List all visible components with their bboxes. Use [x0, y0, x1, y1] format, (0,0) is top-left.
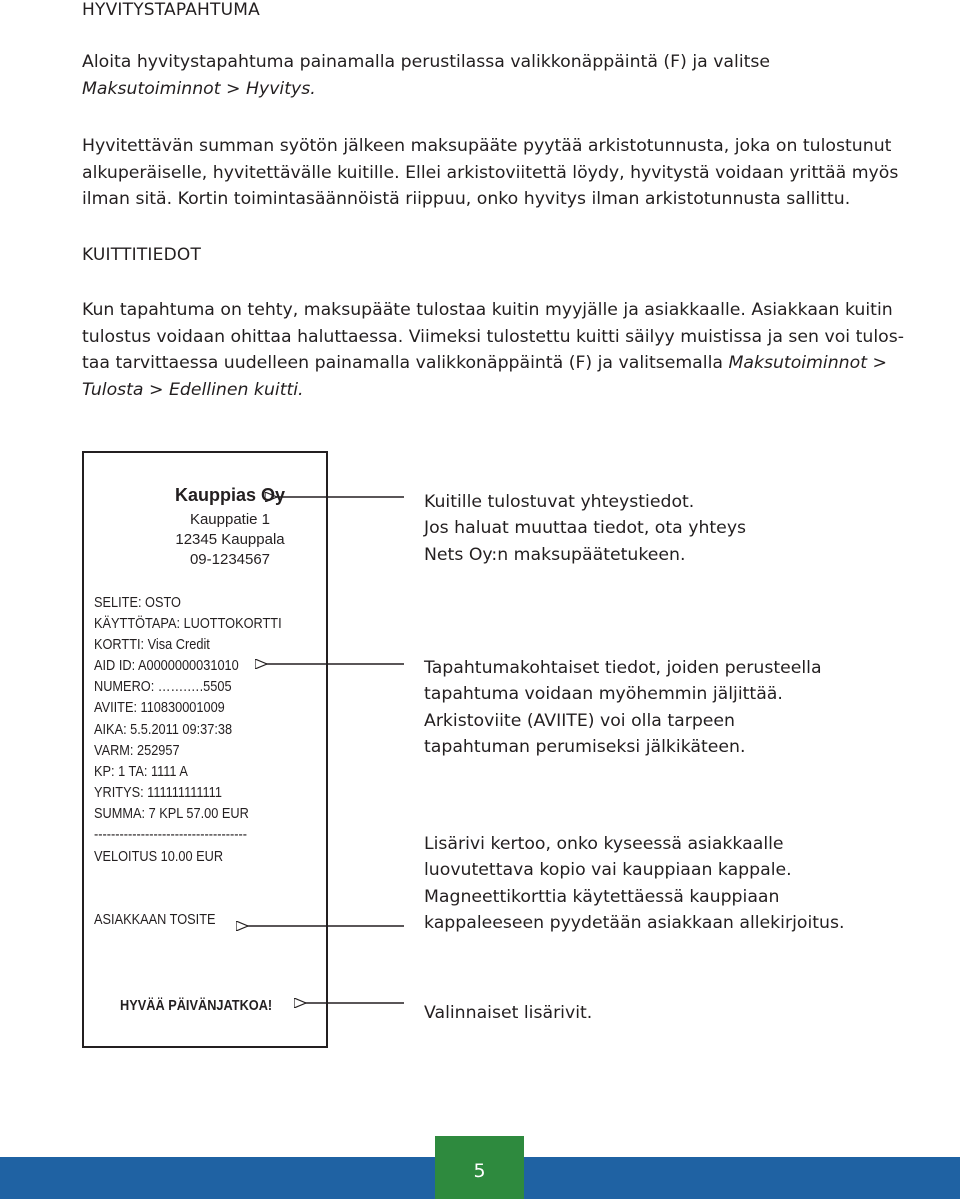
note-line: Tapahtumakohtaiset tiedot, joiden perusteella — [424, 658, 822, 678]
note-transaction-info — [424, 655, 822, 760]
receipt-line-kortti: KORTTI: Visa Credit — [94, 637, 210, 653]
note-line: Kuitille tulostuvat yhteystiedot. — [424, 492, 695, 512]
receipt-line-summa: SUMMA: 7 KPL 57.00 EUR — [94, 806, 249, 822]
receipt-line-kp: KP: 1 TA: 1111 A — [94, 764, 188, 780]
receipt-line-kayttotapa: KÄYTTÖTAPA: LUOTTOKORTTI — [94, 616, 282, 632]
note-line: luovutettava kopio vai kauppiaan kappale. — [424, 860, 792, 881]
paragraph-line: ilman sitä. Kortin toimintasäännöistä riippuu, onko hyvitys ilman arkistotunnusta sallittu. — [82, 189, 851, 209]
receipt-line-aviite: AVIITE: 110830001009 — [94, 700, 225, 716]
paragraph-line: alkuperäiselle, hyvitettävälle kuitille. Ellei arkistoviitettä löydy, hyvitystä voidaan yrittää myös — [82, 162, 899, 183]
receipt-line-veloitus: VELOITUS 10.00 EUR — [94, 849, 224, 865]
receipt-address: Kauppatie 1 — [189, 511, 271, 528]
receipt-footer: HYVÄÄ PÄIVÄNJATKOA! — [120, 998, 273, 1014]
receipt-line-numero: NUMERO: …….….5505 — [94, 679, 232, 695]
receipt-merchant-name: Kauppias Oy — [174, 485, 286, 505]
receipt-line-aika: AIKA: 5.5.2011 09:37:38 — [94, 722, 233, 738]
note-line: Jos haluat muuttaa tiedot, ota yhteys — [424, 518, 747, 539]
paragraph-line: tulostus voidaan ohittaa haluttaessa. Viimeksi tulostettu kuitti säilyy muistissa ja sen voi tulos- — [82, 326, 904, 347]
receipt-copy-label: ASIAKKAAN TOSITE — [94, 912, 216, 928]
receipt-line-varm: VARM: 252957 — [94, 743, 180, 759]
note-line: Valinnaiset lisärivit. — [424, 1003, 593, 1023]
menu-path: Maksutoiminnot > — [728, 353, 887, 373]
hyvitys-instruction-line: Aloita hyvitystapahtuma painamalla perustilassa valikkonäppäintä (F) ja valitse — [82, 52, 771, 72]
note-line: tapahtuma voidaan myöhemmin jäljittää. — [424, 684, 783, 705]
paragraph-line: Hyvitettävän summan syötön jälkeen maksupääte pyytää arkistotunnusta, joka on tulostunut — [82, 136, 892, 156]
note-line: Magneettikorttia käytettäessä kauppiaan — [424, 886, 780, 907]
note-line: tapahtuman perumiseksi jälkikäteen. — [424, 736, 746, 757]
paragraph-line: taa tarvittaessa uudelleen painamalla valikkonäppäintä (F) ja valitsemalla — [82, 353, 729, 373]
receipt-phone: 09-1234567 — [189, 551, 271, 568]
section-heading-kuittitiedot: KUITTITIEDOT — [82, 245, 202, 265]
note-contact-info — [424, 489, 746, 568]
receipt-line-aid: AID ID: A0000000031010 — [94, 658, 239, 674]
note-copy-label — [424, 831, 845, 936]
note-line: Nets Oy:n maksupäätetukeen. — [424, 544, 686, 565]
receipt-divider: ------------------------------------ — [94, 827, 247, 843]
paragraph-line: Kun tapahtuma on tehty, maksupääte tulostaa kuitin myyjälle ja asiakkaalle. Asiakkaan kuitin — [82, 300, 893, 320]
menu-path: Tulosta > Edellinen kuitti. — [82, 379, 304, 400]
note-line: Lisärivi kertoo, onko kyseessä asiakkaalle — [424, 834, 784, 854]
section-heading-hyvitys: HYVITYSTAPAHTUMA — [82, 0, 260, 20]
receipt-postal: 12345 Kauppala — [175, 531, 285, 548]
page-number: 5 — [473, 1160, 486, 1182]
note-line: kappaleeseen pyydetään asiakkaan allekirjoitus. — [424, 912, 845, 933]
receipt-line-yritys: YRITYS: 111111111111 — [94, 785, 222, 801]
receipt-line-selite: SELITE: OSTO — [94, 595, 181, 611]
menu-path: Maksutoiminnot > Hyvitys. — [82, 78, 316, 99]
note-line: Arkistoviite (AVIITE) voi olla tarpeen — [424, 710, 736, 731]
note-optional-lines — [424, 1000, 592, 1026]
